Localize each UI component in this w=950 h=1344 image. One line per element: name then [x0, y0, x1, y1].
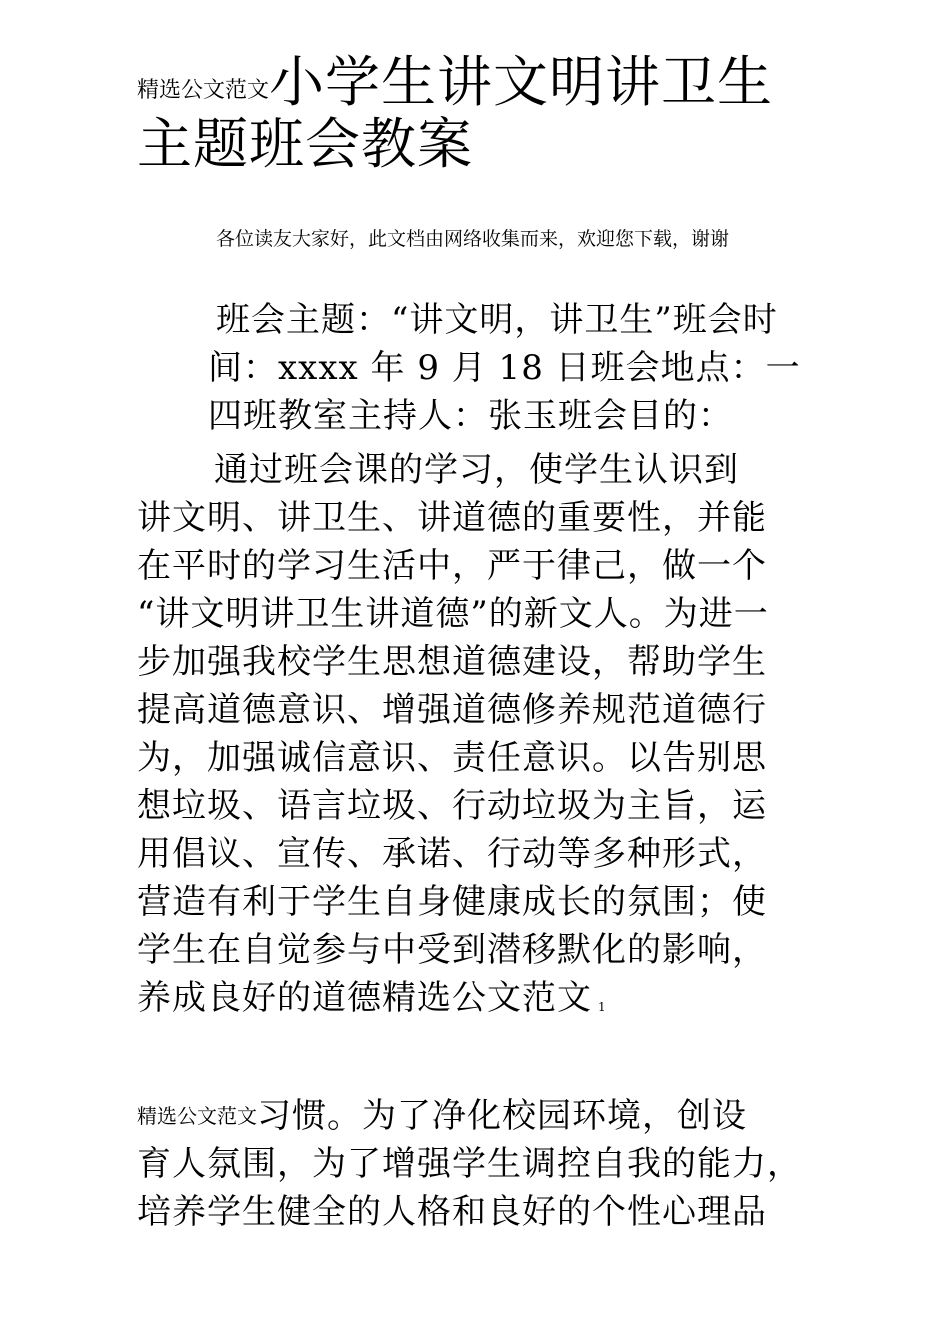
body-line: 学生在自觉参与中受到潜移默化的影响， — [137, 930, 767, 970]
body-line: 想垃圾、语言垃圾、行动垃圾为主旨，运 — [137, 786, 767, 826]
info-line: 班会主题：“讲文明，讲卫生”班会时 — [216, 300, 778, 340]
title-line-1 — [137, 52, 773, 121]
page2-line-1-text: 习惯。为了净化校园环境，创设 — [257, 1096, 747, 1136]
title-line-2: 主题班会教案 — [137, 112, 474, 176]
page-number: 1 — [598, 1000, 606, 1014]
body-line: 通过班会课的学习，使学生认识到 — [214, 450, 739, 490]
info-line: 间：xxxx 年 9 月 18 日班会地点：一 — [208, 348, 801, 388]
body-line: 讲文明、讲卫生、讲道德的重要性，并能 — [137, 498, 767, 538]
page2-header-label: 精选公文范文 — [137, 1104, 257, 1128]
page2-line-1 — [137, 1092, 837, 1140]
body-paragraph — [137, 446, 827, 1031]
body-line-text: 养成良好的道德精选公文范文 — [137, 978, 592, 1018]
page2-paragraph — [137, 1092, 837, 1236]
body-line: “讲文明讲卫生讲道德”的新文人。为进一 — [137, 594, 769, 634]
greeting-text: 各位读友大家好，此文档由网络收集而来，欢迎您下载，谢谢 — [216, 228, 730, 250]
body-line: 用倡议、宣传、承诺、行动等多种形式， — [137, 834, 767, 874]
page2-line: 培养学生健全的人格和良好的个性心理品 — [137, 1192, 767, 1232]
header-label: 精选公文范文 — [137, 78, 270, 103]
title-text-1: 小学生讲文明讲卫生 — [269, 50, 774, 114]
info-line: 四班教室主持人：张玉班会目的： — [208, 396, 733, 436]
body-line: 为，加强诚信意识、责任意识。以告别思 — [137, 738, 767, 778]
body-line-last — [137, 974, 827, 1031]
page2-line: 育人氛围，为了增强学生调控自我的能力， — [137, 1144, 802, 1184]
body-line: 在平时的学习生活中，严于律己，做一个 — [137, 546, 767, 586]
class-info-block — [208, 296, 818, 440]
body-line: 营造有利于学生自身健康成长的氛围；使 — [137, 882, 767, 922]
body-line: 提高道德意识、增强道德修养规范道德行 — [137, 690, 767, 730]
body-line: 步加强我校学生思想道德建设，帮助学生 — [137, 642, 767, 682]
